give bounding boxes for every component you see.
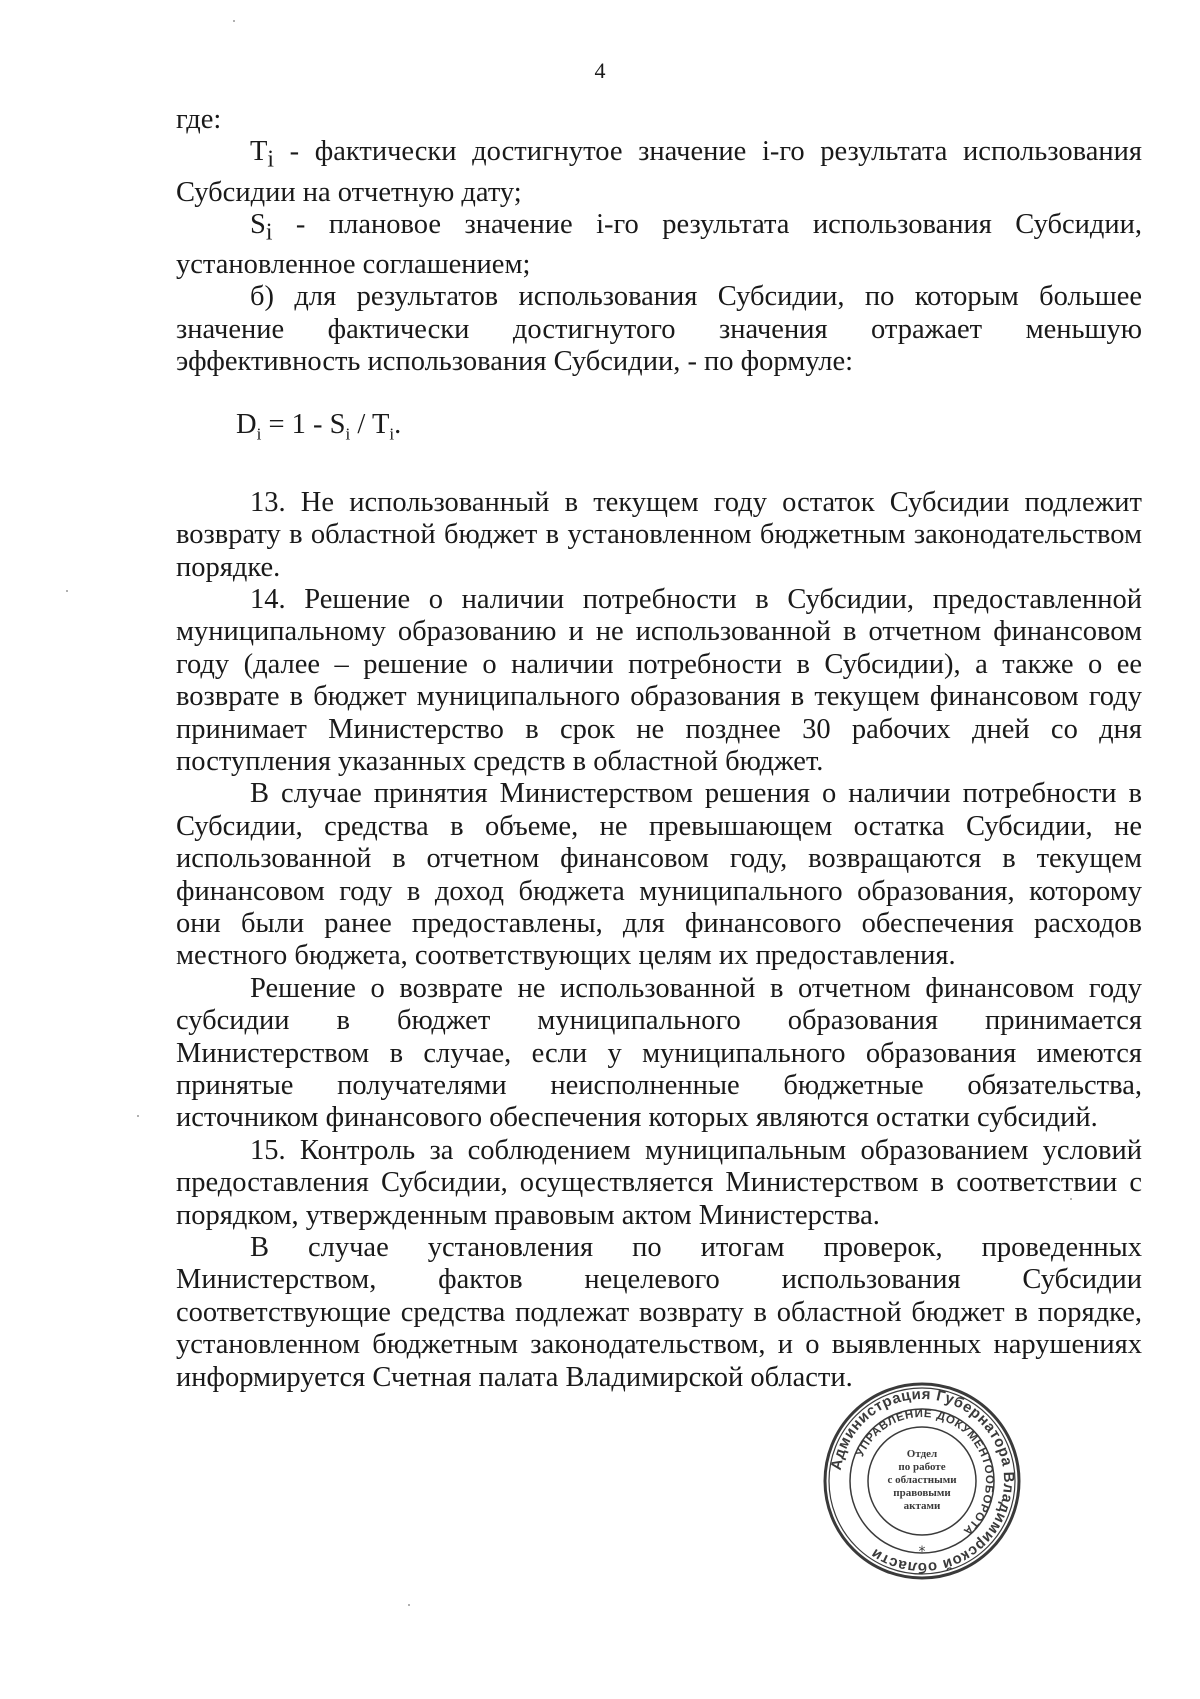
intro-where: где: (176, 104, 222, 135)
official-stamp (822, 1381, 1022, 1581)
stamp-center-line: правовыми (893, 1487, 951, 1499)
scan-speck (233, 20, 235, 22)
page-number: 4 (594, 58, 606, 83)
symbol-t: T (250, 136, 268, 168)
definition-t (176, 136, 1142, 209)
symbol-t-index: i (267, 147, 275, 174)
paragraph-14-part-2: В случае принятия Министерством решения о наличии потребности в Субсидии, средства в объеме, не превышающем остатка Субсидии, не использованной в отчетном финансовом году, возвращаются в текущем финансовом году в доход бюджета муниципального образования, которому они были ранее предоставлены, для финансового обеспечения расходов местного бюджета, соответствующих целям их предоставления. (176, 778, 1142, 972)
scan-speck (1070, 1198, 1072, 1200)
definition-s-text: - плановое значение i-го результата использования Субсидии, установленное соглашением; (176, 208, 1142, 280)
scan-speck (408, 1604, 410, 1606)
formula-divide: / (350, 408, 372, 440)
formula-d: D (236, 408, 257, 440)
formula-equals: = 1 - (261, 408, 330, 440)
stamp-inner-text: УПРАВЛЕНИЕ ДОКУМЕНТООБОРОТА (854, 1407, 996, 1538)
paragraph-13: 13. Не использованный в текущем году остаток Субсидии подлежит возврату в областной бюджет в установленном бюджетным законодательством порядке. (176, 486, 1142, 583)
stamp-outer-text: Администрация Губернатора Владимирской области (827, 1385, 1018, 1577)
stamp-star-icon: * (918, 1544, 926, 1560)
item-b: б) для результатов использования Субсидии, по которым большее значение фактически достигнутого значения отражает меньшую эффективность использования Субсидии, - по формуле: (176, 281, 1142, 378)
paragraph-15-part-2: В случае установления по итогам проверок, проведенных Министерством, фактов нецелевого использования Субсидии соответствующие средства подлежат возврату в областной бюджет в порядке, установленном бюджетным законодательством, и о выявленных нарушениях информируется Счетная палата Владимирской области. (176, 1232, 1142, 1393)
formula-d-index: i (256, 424, 262, 444)
formula-s-index: i (345, 424, 351, 444)
paragraph-14-part-3: Решение о возврате не использованной в отчетном финансовом году субсидии в бюджет муниципального образования принимается Министерством в случае, если у муниципального образования имеются принятые получателями неисполненные бюджетные обязательства, источником финансового обеспечения которых являются остатки субсидий. (176, 972, 1142, 1134)
paragraph-15: 15. Контроль за соблюдением муниципальным образованием условий предоставления Субсидии, осуществляется Министерством в соответствии с порядком, утвержденным правовым актом Министерства. (176, 1134, 1142, 1231)
document-body (176, 104, 1142, 1394)
symbol-s: S (250, 208, 266, 240)
scan-speck (137, 1115, 139, 1117)
symbol-s-index: i (265, 219, 273, 246)
stamp-center-line: Отдел (906, 1448, 938, 1460)
paragraph-14: 14. Решение о наличии потребности в Субсидии, предоставленной муниципальному образованию и не использованной в отчетном финансовом году (далее – решение о наличии потребности в Субсидии), а также о ее возврате в бюджет муниципального образования в текущем финансовом году принимает Министерство в срок не позднее 30 рабочих дней со дня поступления указанных средств в областной бюджет. (176, 583, 1142, 777)
formula-end: . (394, 408, 402, 440)
stamp-center-line: актами (903, 1500, 941, 1512)
formula (176, 409, 1142, 451)
formula-t: T (371, 408, 390, 440)
stamp-center-line: с областными (887, 1474, 957, 1486)
stamp-center-line: по работе (898, 1461, 946, 1473)
definition-s (176, 209, 1142, 282)
formula-t-index: i (389, 424, 395, 444)
formula-s: S (329, 408, 346, 440)
definition-t-text: - фактически достигнутое значение i-го результата использования Субсидии на отчетную дату; (176, 136, 1142, 208)
scan-speck (66, 590, 68, 592)
